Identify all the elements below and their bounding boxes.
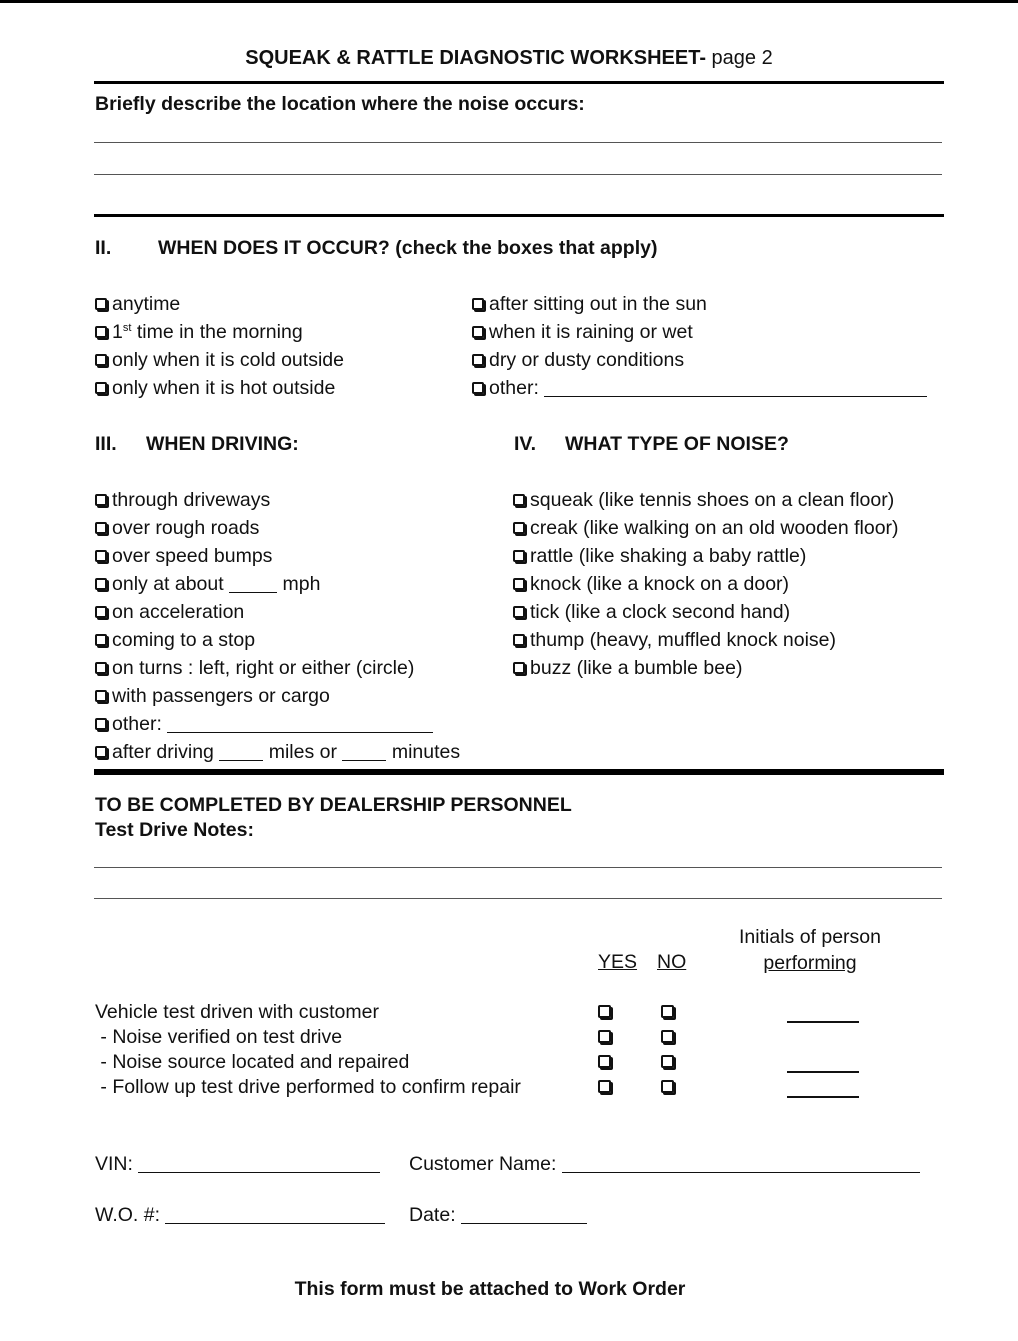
driving-speed-bumps[interactable]: over speed bumps xyxy=(95,544,272,568)
when-anytime[interactable]: anytime xyxy=(95,292,180,316)
driving-driveways[interactable]: through driveways xyxy=(95,488,270,512)
top-border xyxy=(0,0,1018,3)
section-3-heading: WHEN DRIVING: xyxy=(146,433,299,455)
vin-field[interactable]: VIN: xyxy=(95,1152,380,1176)
col-initials-2: performing xyxy=(763,952,857,974)
checkbox[interactable] xyxy=(95,746,107,758)
checkbox[interactable] xyxy=(513,662,525,674)
no-checkbox[interactable] xyxy=(661,1080,674,1093)
yes-checkbox[interactable] xyxy=(598,1055,611,1068)
minutes-blank[interactable] xyxy=(342,742,386,761)
noise-squeak[interactable]: squeak (like tennis shoes on a clean floor) xyxy=(513,488,894,512)
location-prompt: Briefly describe the location where the noise occurs: xyxy=(95,93,585,115)
yes-checkbox[interactable] xyxy=(598,1005,611,1018)
notes-line-2[interactable] xyxy=(94,898,942,899)
section-2-numeral: II. xyxy=(95,237,112,259)
location-line-1[interactable] xyxy=(94,142,942,143)
date-field[interactable]: Date: xyxy=(409,1203,587,1227)
driving-passengers[interactable]: with passengers or cargo xyxy=(95,684,330,708)
vin-blank[interactable] xyxy=(138,1154,380,1173)
noise-tick[interactable]: tick (like a clock second hand) xyxy=(513,600,790,624)
no-checkbox[interactable] xyxy=(661,1055,674,1068)
driving-mph[interactable]: only at about mph xyxy=(95,572,320,596)
noise-creak[interactable]: creak (like walking on an old wooden floor) xyxy=(513,516,899,540)
driving-stop[interactable]: coming to a stop xyxy=(95,628,255,652)
divider xyxy=(94,214,944,217)
mph-blank[interactable] xyxy=(229,574,277,593)
no-checkbox[interactable] xyxy=(661,1030,674,1043)
when-other-blank[interactable] xyxy=(544,378,927,397)
checkbox[interactable] xyxy=(95,606,107,618)
dealer-heading: TO BE COMPLETED BY DEALERSHIP PERSONNEL xyxy=(95,794,572,816)
row-noise-verified: - Noise verified on test drive xyxy=(95,1026,343,1048)
checkbox[interactable] xyxy=(95,718,107,730)
yes-checkbox[interactable] xyxy=(598,1030,611,1043)
noise-buzz[interactable]: buzz (like a bumble bee) xyxy=(513,656,742,680)
noise-knock[interactable]: knock (like a knock on a door) xyxy=(513,572,789,596)
driving-rough-roads[interactable]: over rough roads xyxy=(95,516,259,540)
driving-turns[interactable]: on turns : left, right or either (circle) xyxy=(95,656,414,680)
checkbox[interactable] xyxy=(513,522,525,534)
section-3-numeral: III. xyxy=(95,433,117,455)
footer-note: This form must be attached to Work Order xyxy=(294,1278,686,1300)
row-test-driven: Vehicle test driven with customer xyxy=(95,1001,379,1023)
yes-checkbox[interactable] xyxy=(598,1080,611,1093)
checkbox[interactable] xyxy=(513,494,525,506)
when-sun[interactable]: after sitting out in the sun xyxy=(472,292,707,316)
checkbox[interactable] xyxy=(95,690,107,702)
checkbox[interactable] xyxy=(95,522,107,534)
work-order-blank[interactable] xyxy=(165,1205,385,1224)
checkbox[interactable] xyxy=(513,550,525,562)
initials-line[interactable] xyxy=(787,1071,859,1073)
checkbox[interactable] xyxy=(513,634,525,646)
when-other[interactable]: other: xyxy=(472,376,927,400)
driving-other-blank[interactable] xyxy=(167,714,433,733)
col-initials-1: Initials of person xyxy=(739,926,881,948)
checkbox[interactable] xyxy=(95,298,107,310)
checkbox[interactable] xyxy=(472,298,484,310)
checkbox[interactable] xyxy=(95,326,107,338)
initials-line[interactable] xyxy=(787,1096,859,1098)
row-follow-up: - Follow up test drive performed to confirm repair xyxy=(95,1076,521,1098)
miles-blank[interactable] xyxy=(219,742,263,761)
driving-acceleration[interactable]: on acceleration xyxy=(95,600,244,624)
section-4-heading: WHAT TYPE OF NOISE? xyxy=(565,433,789,455)
checkbox[interactable] xyxy=(95,494,107,506)
page-title: SQUEAK & RATTLE DIAGNOSTIC WORKSHEET- page 2 xyxy=(245,47,773,69)
driving-after-miles[interactable]: after driving miles or minutes xyxy=(95,740,460,764)
row-noise-repaired: - Noise source located and repaired xyxy=(95,1051,410,1073)
when-hot[interactable]: only when it is hot outside xyxy=(95,376,335,400)
customer-name-field[interactable]: Customer Name: xyxy=(409,1152,920,1176)
work-order-field[interactable]: W.O. #: xyxy=(95,1203,385,1227)
when-dusty[interactable]: dry or dusty conditions xyxy=(472,348,684,372)
section-4-numeral: IV. xyxy=(514,433,537,455)
customer-name-blank[interactable] xyxy=(562,1154,920,1173)
noise-thump[interactable]: thump (heavy, muffled knock noise) xyxy=(513,628,836,652)
notes-line-1[interactable] xyxy=(94,867,942,868)
when-rain[interactable]: when it is raining or wet xyxy=(472,320,693,344)
checkbox[interactable] xyxy=(95,578,107,590)
initials-line[interactable] xyxy=(787,1021,859,1023)
col-yes: YES xyxy=(598,951,638,973)
checkbox[interactable] xyxy=(95,382,107,394)
checkbox[interactable] xyxy=(472,382,484,394)
divider xyxy=(94,81,944,84)
checkbox[interactable] xyxy=(472,354,484,366)
when-cold[interactable]: only when it is cold outside xyxy=(95,348,344,372)
noise-rattle[interactable]: rattle (like shaking a baby rattle) xyxy=(513,544,806,568)
no-checkbox[interactable] xyxy=(661,1005,674,1018)
divider-heavy xyxy=(94,769,944,775)
date-blank[interactable] xyxy=(461,1205,587,1224)
checkbox[interactable] xyxy=(95,662,107,674)
section-2-heading: WHEN DOES IT OCCUR? (check the boxes that apply) xyxy=(158,237,658,259)
test-drive-notes-label: Test Drive Notes: xyxy=(95,819,254,841)
checkbox[interactable] xyxy=(95,550,107,562)
location-line-2[interactable] xyxy=(94,174,942,175)
checkbox[interactable] xyxy=(472,326,484,338)
col-no: NO xyxy=(657,951,687,973)
checkbox[interactable] xyxy=(513,578,525,590)
checkbox[interactable] xyxy=(95,634,107,646)
checkbox[interactable] xyxy=(513,606,525,618)
driving-other[interactable]: other: xyxy=(95,712,433,736)
when-first-time-morning[interactable]: 1st time in the morning xyxy=(95,320,303,344)
checkbox[interactable] xyxy=(95,354,107,366)
